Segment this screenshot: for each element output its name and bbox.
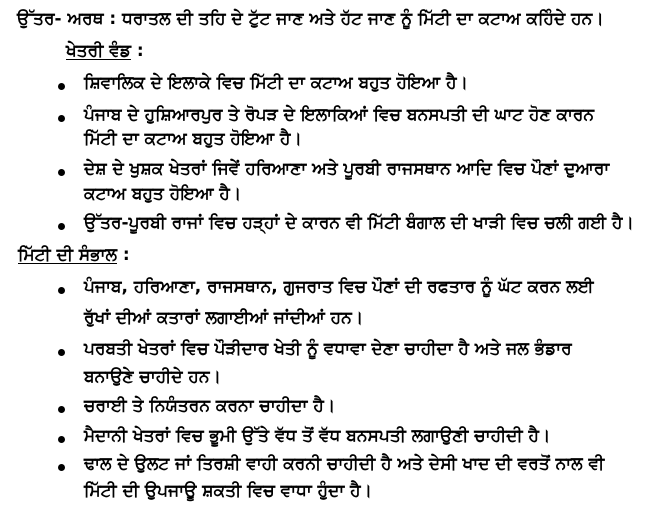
bullet-icon bbox=[58, 349, 65, 356]
list-item-line: ਮਿੱਟੀ ਦੀ ਉਪਜਾਊ ਸ਼ਕਤੀ ਵਿਚ ਵਾਧਾ ਹੁੰਦਾ ਹੈ। bbox=[84, 481, 372, 501]
list-item-line: ਪਰਬਤੀ ਖੇਤਰਾਂ ਵਿਚ ਪੌੜੀਦਾਰ ਖੇਤੀ ਨੂੰ ਵਧਾਵਾ ਦੇਣਾ ਚਾਹੀਦਾ ਹੈ ਅਤੇ ਜਲ ਭੰਡਾਰ bbox=[84, 339, 572, 359]
bullet-icon bbox=[58, 169, 65, 176]
list-item-line: ਸ਼ਿਵਾਲਿਕ ਦੇ ਇਲਾਕੇ ਵਿਚ ਮਿੱਟੀ ਦਾ ਕਟਾਅ ਬਹੁਤ ਹੋਇਆ ਹੈ। bbox=[84, 73, 468, 93]
bullet-icon bbox=[58, 464, 65, 471]
section-colon: : bbox=[136, 41, 144, 61]
list-item-line: ਬਨਾਉਣੇ ਚਾਹੀਦੇ ਹਨ। bbox=[84, 367, 221, 387]
list-item-line: ਮਿੱਟੀ ਦਾ ਕਟਾਅ ਬਹੁਤ ਹੋਇਆ ਹੈ। bbox=[84, 129, 302, 149]
answer-intro bbox=[17, 8, 604, 30]
list-item-line: ਉੱਤਰ-ਪੂਰਬੀ ਰਾਜਾਂ ਵਿਚ ਹੜ੍ਹਾਂ ਦੇ ਕਾਰਨ ਵੀ ਮਿੱਟੀ ਬੰਗਾਲ ਦੀ ਖਾੜੀ ਵਿਚ ਚਲੀ ਗਈ ਹੈ। bbox=[84, 213, 634, 233]
section-heading-regional bbox=[66, 40, 144, 62]
bullet-icon bbox=[58, 83, 65, 90]
section-heading-conservation bbox=[18, 244, 130, 266]
list-item-line: ਕਟਾਅ ਬਹੁਤ ਹੋਇਆ ਹੈ। bbox=[84, 184, 242, 204]
list-item-line: ਰੁੱਖਾਂ ਦੀਆਂ ਕਤਾਰਾਂ ਲਗਾਈਆਂ ਜਾਂਦੀਆਂ ਹਨ। bbox=[84, 308, 364, 328]
list-item-line: ਪੰਜਾਬ, ਹਰਿਆਣਾ, ਰਾਜਸਥਾਨ, ਗੁਜਰਾਤ ਵਿਚ ਪੌਣਾਂ ਦੀ ਰਫਤਾਰ ਨੂੰ ਘੱਟ ਕਰਨ ਲਈ bbox=[84, 277, 594, 297]
section-colon: : bbox=[122, 245, 130, 265]
list-item-line: ਮੈਦਾਨੀ ਖੇਤਰਾਂ ਵਿਚ ਭੂਮੀ ਉੱਤੇ ਵੱਧ ਤੋਂ ਵੱਧ ਬਨਸਪਤੀ ਲਗਾਉਣੀ ਚਾਹੀਦੀ ਹੈ। bbox=[84, 426, 551, 446]
bullet-icon bbox=[58, 115, 65, 122]
list-item-line: ਢਾਲ ਦੇ ਉਲਟ ਜਾਂ ਤਿਰਸ਼ੀ ਵਾਹੀ ਕਰਨੀ ਚਾਹੀਦੀ ਹੈ ਅਤੇ ਦੇਸੀ ਖਾਦ ਦੀ ਵਰਤੋਂ ਨਾਲ ਵੀ bbox=[84, 454, 605, 474]
bullet-icon bbox=[58, 287, 65, 294]
list-item-line: ਪੰਜਾਬ ਦੇ ਹੁਸ਼ਿਆਰਪੁਰ ਤੇ ਰੋਪੜ ਦੇ ਇਲਾਕਿਆਂ ਵਿਚ ਬਨਸਪਤੀ ਦੀ ਘਾਟ ਹੋਣ ਕਾਰਨ bbox=[84, 105, 595, 125]
section-title: ਖੇਤਰੀ ਵੰਡ bbox=[66, 41, 131, 61]
bullet-icon bbox=[58, 223, 65, 230]
list-item-line: ਚਰਾਈ ਤੇ ਨਿਯੰਤਰਨ ਕਰਨਾ ਚਾਹੀਦਾ ਹੈ। bbox=[84, 396, 336, 416]
answer-label: ਉੱਤਰ- bbox=[17, 9, 62, 29]
bullet-icon bbox=[58, 436, 65, 443]
bullet-icon bbox=[58, 406, 65, 413]
definition-text: : ਧਰਾਤਲ ਦੀ ਤਹਿ ਦੇ ਟੁੱਟ ਜਾਣ ਅਤੇ ਹੱਟ ਜਾਣ ਨੂੰ ਮਿੱਟੀ ਦਾ ਕਟਾਅ ਕਹਿੰਦੇ ਹਨ। bbox=[109, 9, 604, 29]
list-item-line: ਦੇਸ਼ ਦੇ ਖੁਸ਼ਕ ਖੇਤਰਾਂ ਜਿਵੇਂ ਹਰਿਆਣਾ ਅਤੇ ਪੂਰਬੀ ਰਾਜਸਥਾਨ ਆਦਿ ਵਿਚ ਪੌਣਾਂ ਦੁਆਰਾ bbox=[84, 159, 610, 179]
section-title: ਮਿੱਟੀ ਦੀ ਸੰਭਾਲ bbox=[18, 245, 117, 265]
definition-term: ਅਰਥ bbox=[67, 9, 104, 29]
